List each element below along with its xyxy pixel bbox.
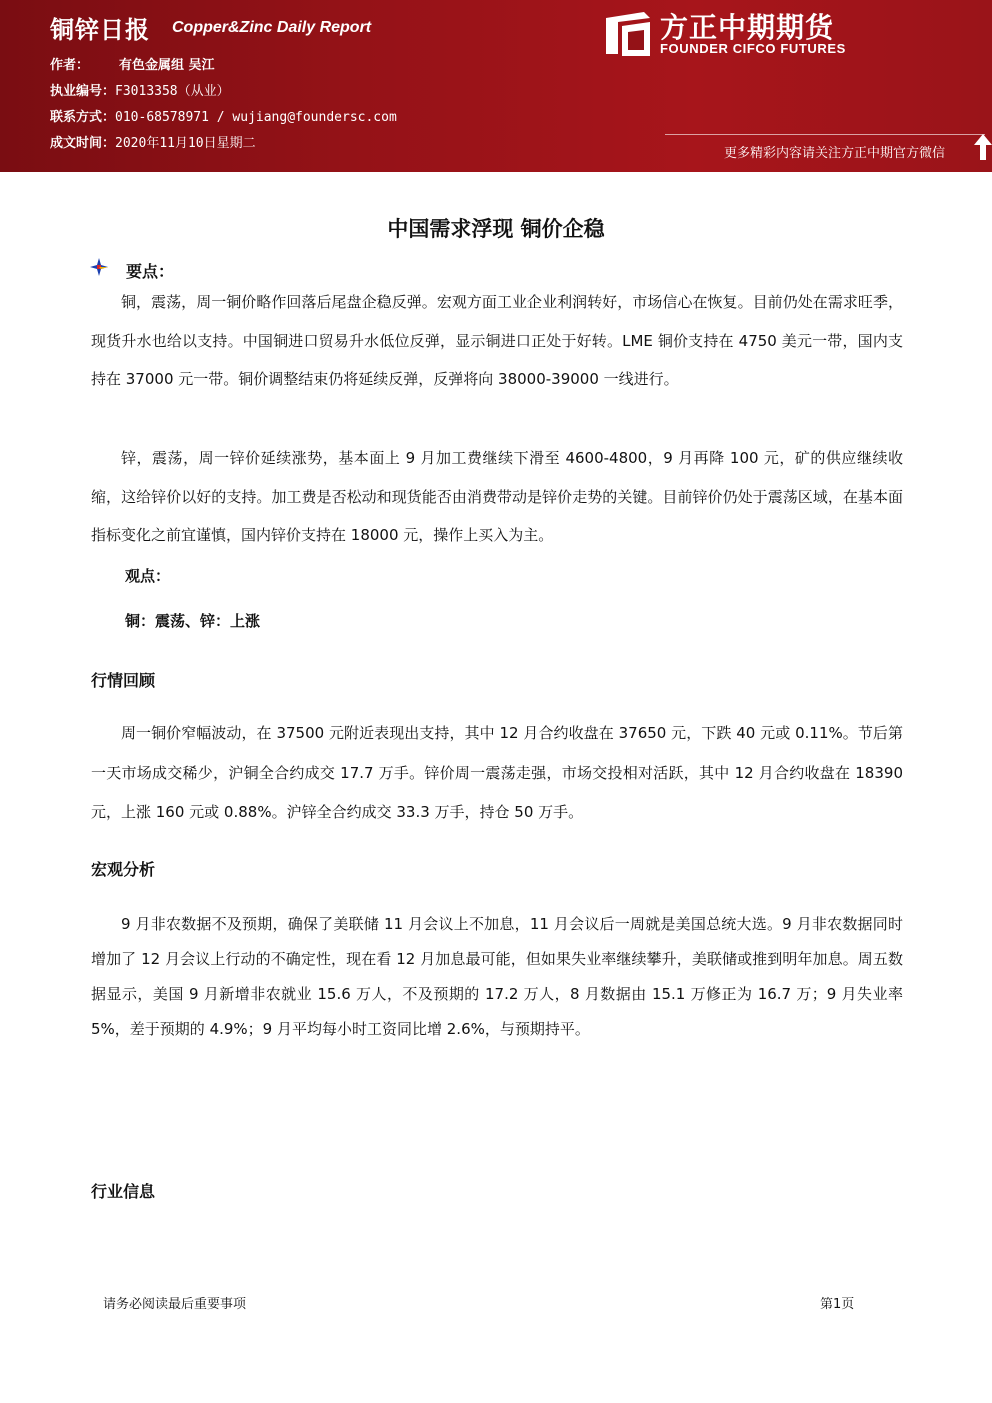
contact-value[interactable]: 010-68578971 / wujiang@foundersc.com xyxy=(115,110,397,125)
page-number: 第1页 xyxy=(820,1297,855,1312)
market-review-heading: 行情回顾 xyxy=(91,671,156,690)
founder-logo-icon xyxy=(604,10,652,58)
report-header xyxy=(0,0,992,172)
license-label: 执业编号： xyxy=(50,84,116,99)
report-title-en: Copper&Zinc Daily Report xyxy=(172,19,372,36)
footer-disclaimer: 请务必阅读最后重要事项 xyxy=(103,1297,247,1312)
report-title-zh: 铜锌日报 xyxy=(50,16,150,44)
license-line xyxy=(50,80,230,99)
view-label: 观点： xyxy=(125,567,171,585)
contact-label: 联系方式： xyxy=(50,110,116,125)
zinc-summary-paragraph: 锌，震荡，周一锌价延续涨势，基本面上 9 月加工费继续下滑至 4600-4800，9 月再降 100 元，矿的供应继续收缩，这给锌价以好的支持。加工费是否松动和现货能否由消费带动是锌价走势的关键。目前锌价仍处于震荡区域，在基本面指标变化之前宜谨慎，国内锌价支持在 18000 元，操作上买入为主。 xyxy=(91,449,903,544)
company-logo xyxy=(604,8,864,58)
up-arrow-icon[interactable] xyxy=(974,134,992,160)
key-points-bullet-icon xyxy=(90,258,108,276)
date-value: 2020年11月10日星期二 xyxy=(115,136,256,151)
market-review-paragraph: 周一铜价窄幅波动，在 37500 元附近表现出支持，其中 12 月合约收盘在 37650 元，下跌 40 元或 0.11%。节后第一天市场成交稀少，沪铜全合约成交 17.7 万手。锌价周一震荡走强，市场交投相对活跃，其中 12 月合约收盘在 18390 元，上涨 160 元或 0.88%。沪锌全合约成交 33.3 万手，持仓 50 万手。 xyxy=(91,724,903,821)
logo-text-en: FOUNDER CIFCO FUTURES xyxy=(660,41,846,56)
author-value: 有色金属组 吴江 xyxy=(119,58,215,73)
industry-info-heading: 行业信息 xyxy=(91,1182,156,1201)
logo-text-zh: 方正中期期货 xyxy=(660,11,835,44)
license-value: F3013358（从业） xyxy=(115,84,230,99)
header-divider xyxy=(665,134,985,135)
key-points-label: 要点： xyxy=(126,262,175,281)
article-title: 中国需求浮现 铜价企稳 xyxy=(387,217,605,241)
author-line xyxy=(50,54,215,73)
view-value: 铜：震荡、锌：上涨 xyxy=(125,612,261,630)
macro-analysis-heading: 宏观分析 xyxy=(91,860,156,879)
wechat-note: 更多精彩内容请关注方正中期官方微信 xyxy=(724,146,946,161)
author-label: 作者： xyxy=(50,58,90,73)
date-label: 成文时间： xyxy=(50,136,116,151)
date-line xyxy=(50,132,256,151)
copper-summary-paragraph: 铜，震荡，周一铜价略作回落后尾盘企稳反弹。宏观方面工业企业利润转好，市场信心在恢复。目前仍处在需求旺季，现货升水也给以支持。中国铜进口贸易升水低位反弹，显示铜进口正处于好转。LME 铜价支持在 4750 美元一带，国内支持在 37000 元一带。铜价调整结束仍将延续反弹，反弹将向 38000-39000 一线进行。 xyxy=(91,293,903,388)
contact-line xyxy=(50,106,397,125)
macro-analysis-paragraph: 9 月非农数据不及预期，确保了美联储 11 月会议上不加息，11 月会议后一周就是美国总统大选。9 月非农数据同时增加了 12 月会议上行动的不确定性，现在看 12 月加息最可能，但如果失业率继续攀升，美联储或推到明年加息。周五数据显示，美国 9 月新增非农就业 15.6 万人，不及预期的 17.2 万人，8 月数据由 15.1 万修正为 16.7 万；9 月失业率 5%，差于预期的 4.9%；9 月平均每小时工资同比增 2.6%，与预期持平。 xyxy=(91,915,903,1038)
